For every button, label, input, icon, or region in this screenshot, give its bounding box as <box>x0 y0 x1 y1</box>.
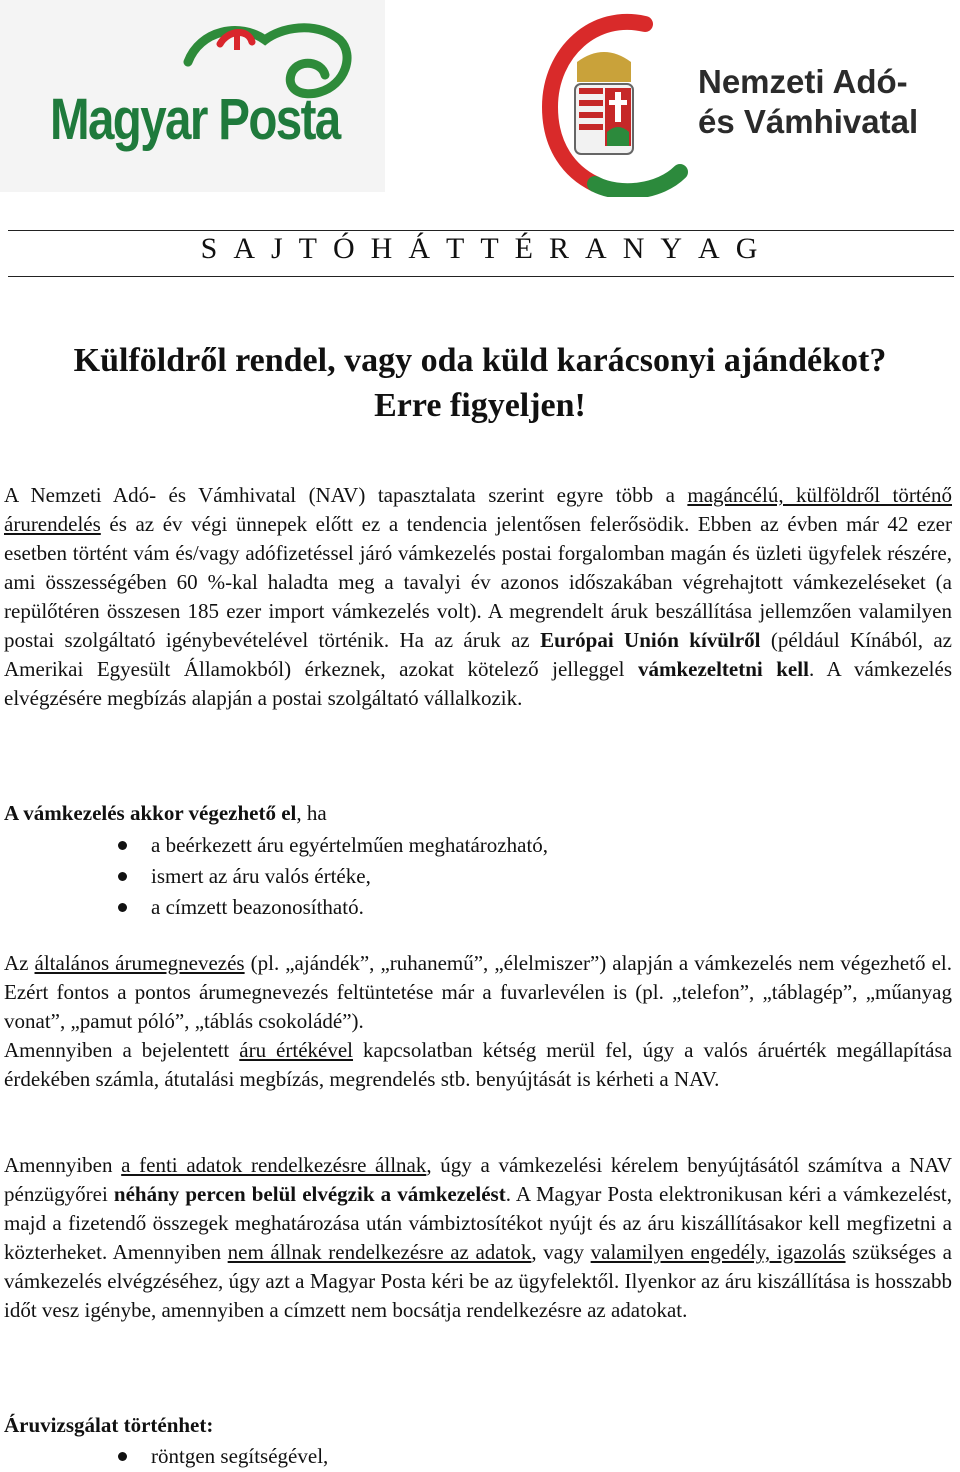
kicker-letter: Á <box>408 232 433 265</box>
title-line-1: Külföldről rendel, vagy oda küld karácsonyi ajándékot? <box>73 342 887 379</box>
para3-underline: valamilyen engedély, igazolás <box>590 1240 846 1264</box>
para3-text: . A Magyar Posta elektronikusan kéri a vámkezelést, majd a fizetendő összegek meghatározása után vámbiztosítékot nyújt és az áru kiszállításakor kell megfizetni a közterheket. Amennyiben <box>4 1182 952 1264</box>
kicker-letter: R <box>549 232 572 265</box>
list-item: röntgen segítségével, <box>4 1441 952 1472</box>
para2-underline: általános árumegnevezés <box>34 951 245 975</box>
top-rule <box>8 230 954 231</box>
list-item: a beérkezett áru egyértelműen meghatározható, <box>4 830 952 861</box>
kicker-letter: H <box>370 232 395 265</box>
kicker-letter: T <box>446 232 467 265</box>
kicker-letter: A <box>585 232 609 265</box>
para1-text: (például Kínából, az Amerikai Egyesült Államokból) érkeznek, azokat kötelező jelleggel <box>4 628 952 681</box>
kicker-letter: S <box>200 232 220 265</box>
para2-text: kapcsolatban kétség merül fel, úgy a valós áruérték megállapítása érdekében számla, átutalási megbízás, megrendelés stb. benyújtását is kérheti a NAV. <box>4 1038 952 1091</box>
para1-text: . A vámkezelés elvégzésére megbízás alapján a postai szolgáltató vállalkozik. <box>4 657 953 710</box>
conditions-heading-tail: , ha <box>296 801 327 825</box>
para3-text: szükséges a vámkezelés elvégzéséhez, úgy azt a Magyar Posta kéri be az ügyfelektől. Ilyenkor az áru kiszállítása is hosszabb időt vesz igénybe, amennyiben a címzett nem bocsátja rendelkezésre az adatokat. <box>4 1240 952 1322</box>
intro-paragraph <box>4 481 952 713</box>
inspection-list <box>4 1441 952 1472</box>
para2-text: (pl. „ajándék”, „ruhanemű”, „élelmiszer”) alapján a vámkezelés nem végezhető el. Ezért fontos a pontos árumegnevezés feltüntetése már a fuvarlevélen is (pl. „telefon”, „táblagép”, „műanyag vonat”, „pamut póló”, „táblás csokoládé”). <box>4 951 952 1033</box>
nav-wordmark-line2: és Vámhivatal <box>698 103 919 140</box>
conditions-section <box>4 799 952 923</box>
inspection-heading: Áruvizsgálat történhet: <box>4 1413 214 1437</box>
process-paragraph <box>4 1151 952 1325</box>
conditions-heading: A vámkezelés akkor végezhető el <box>4 801 297 825</box>
para3-text: , vagy <box>531 1240 591 1264</box>
para2-text: Amennyiben a bejelentett <box>4 1038 240 1062</box>
kicker-letter: É <box>514 232 535 265</box>
header-logos <box>0 0 960 200</box>
title-line-2: Erre figyeljen! <box>374 387 586 424</box>
para2-underline: áru értékével <box>239 1038 354 1062</box>
para3-underline: nem állnak rendelkezésre az adatok <box>227 1240 532 1264</box>
conditions-list <box>4 830 952 923</box>
kicker-letter: J <box>270 232 285 265</box>
para1-text: A Nemzeti Adó- és Vámhivatal (NAV) tapasztalata szerint egyre több a <box>4 483 688 507</box>
para3-bold: néhány percen belül elvégzik a vámkezelést <box>113 1182 506 1206</box>
description-paragraph <box>4 949 952 1094</box>
para3-text: , úgy a vámkezelési kérelem benyújtásától számítva a NAV pénzügyőrei <box>4 1153 952 1206</box>
coat-of-arms-icon <box>535 12 695 197</box>
para1-bold: Európai Unión kívülről <box>540 628 761 652</box>
kicker-letter: Y <box>660 232 685 265</box>
magyar-posta-wordmark: Magyar Posta <box>50 87 340 152</box>
kicker <box>0 232 960 266</box>
para1-text: és az év végi ünnepek előtt ez a tendencia jelentősen felerősödik. Ebben az évben már 42 ezer esetben történt vám és/vagy adófizetéssel járó vámkezelés postai forgalomban magán és üzleti ügyfelek részére, ami összességében 60 %-kal haladta meg a tavalyi év azonos időszakában végrehajtott vámkezeléseket (a repülőtéren összesen 185 ezer import vámkezelés volt). A megrendelt áruk beszállítása jellemzően valamilyen postai szolgáltató igénybevételével történik. Ha az áruk az <box>4 512 952 652</box>
para1-bold: vámkezeltetni kell <box>637 657 809 681</box>
bottom-rule <box>8 276 954 277</box>
nav-wordmark <box>698 62 918 142</box>
para1-underline: magáncélú, külföldről történő árurendelés <box>4 483 952 536</box>
kicker-letter: N <box>622 232 647 265</box>
kicker-letter: Ó <box>333 232 357 265</box>
page-title <box>0 338 960 428</box>
magyar-posta-logo <box>0 0 385 192</box>
para3-text: Amennyiben <box>4 1153 122 1177</box>
kicker-letter: T <box>480 232 501 265</box>
inspection-section <box>4 1411 952 1472</box>
list-item: ismert az áru valós értéke, <box>4 861 952 892</box>
list-item: a címzett beazonosítható. <box>4 892 952 923</box>
kicker-letter: G <box>735 232 760 265</box>
kicker-letter: A <box>233 232 257 265</box>
nav-wordmark-line1: Nemzeti Adó- <box>698 63 908 100</box>
kicker-letter: T <box>298 232 319 265</box>
para3-underline: a fenti adatok rendelkezésre állnak <box>121 1153 427 1177</box>
kicker-letter: A <box>698 232 722 265</box>
para2-text: Az <box>4 951 35 975</box>
